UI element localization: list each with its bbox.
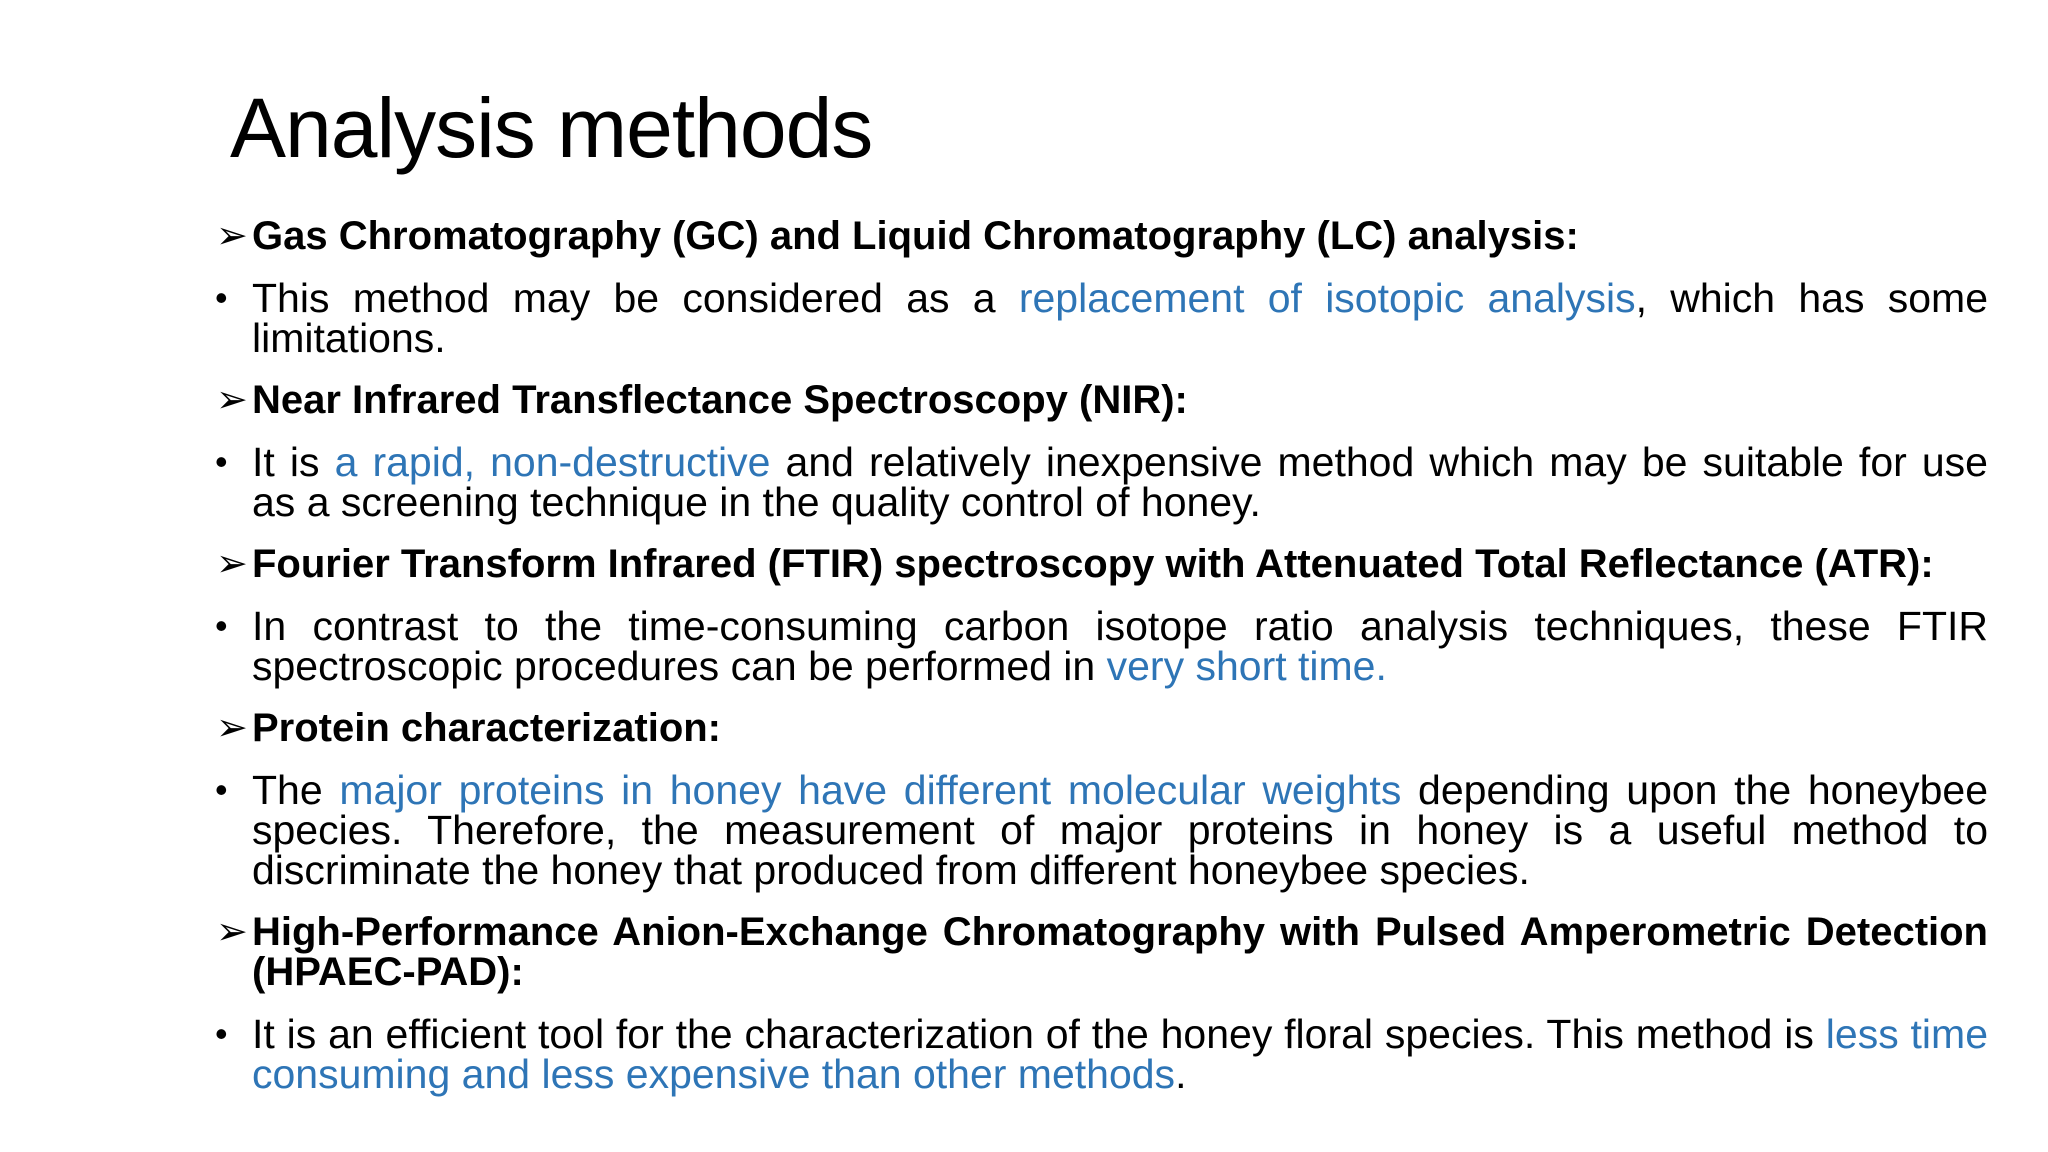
slide-title: Analysis methods — [230, 81, 873, 175]
highlight-text: replacement of isotopic analysis — [1018, 275, 1636, 321]
body-text: This method may be considered as a — [252, 275, 1019, 321]
section-body-protein — [212, 767, 1988, 893]
highlight-text: very short time. — [1106, 643, 1387, 689]
body-text: The — [252, 767, 340, 813]
body-text: depending upon the honeybee species. Therefore, the measurement of major proteins in honey is a useful method to discriminate the honey that produced from different honeybee species. — [252, 767, 1988, 893]
highlight-text: less time consuming and less expensive than other methods — [252, 1011, 1988, 1097]
arrow-bullet-icon: ➢ — [216, 215, 248, 257]
section-heading-hpaec-pad — [212, 912, 1988, 992]
arrow-bullet-icon: ➢ — [216, 379, 248, 421]
body-text: In contrast to the time-consuming carbon isotope ratio analysis techniques, these FTIR spectroscopic procedures can be performed in — [252, 603, 1988, 689]
dot-bullet-icon: • — [215, 277, 228, 318]
body-text: . — [1175, 1051, 1187, 1097]
section-body-ftir-atr — [212, 603, 1988, 689]
heading-text: Protein characterization: — [252, 706, 722, 750]
heading-text: Fourier Transform Infrared (FTIR) spectroscopy with Attenuated Total Reflectance (ATR): — [252, 542, 1934, 586]
section-heading-protein — [212, 708, 1988, 748]
dot-bullet-icon: • — [215, 769, 228, 810]
heading-text: Near Infrared Transflectance Spectroscopy (NIR): — [252, 378, 1188, 422]
section-heading-gc-lc — [212, 216, 1988, 256]
body-text: , which has some limitations. — [252, 275, 1988, 361]
arrow-bullet-icon: ➢ — [216, 911, 248, 953]
arrow-bullet-icon: ➢ — [216, 707, 248, 749]
slide-content — [212, 216, 1988, 1116]
section-heading-ftir-atr — [212, 544, 1988, 584]
heading-text: Gas Chromatography (GC) and Liquid Chromatography (LC) analysis: — [252, 214, 1579, 258]
section-body-nir — [212, 439, 1988, 525]
section-body-gc-lc — [212, 275, 1988, 361]
body-text: and relatively inexpensive method which may be suitable for use as a screening technique in the quality control of honey. — [252, 439, 1988, 525]
section-body-hpaec-pad — [212, 1011, 1988, 1097]
body-text: It is an efficient tool for the characterization of the honey floral species. This method is — [252, 1011, 1826, 1057]
heading-text: High-Performance Anion-Exchange Chromatography with Pulsed Amperometric Detection (HPAEC-PAD): — [252, 910, 1988, 994]
dot-bullet-icon: • — [215, 441, 228, 482]
highlight-text: major proteins in honey have different molecular weights — [339, 767, 1402, 813]
dot-bullet-icon: • — [215, 1013, 228, 1054]
section-heading-nir — [212, 380, 1988, 420]
dot-bullet-icon: • — [215, 605, 228, 646]
body-text: It is — [252, 439, 335, 485]
highlight-text: a rapid, non-destructive — [334, 439, 771, 485]
arrow-bullet-icon: ➢ — [216, 543, 248, 585]
